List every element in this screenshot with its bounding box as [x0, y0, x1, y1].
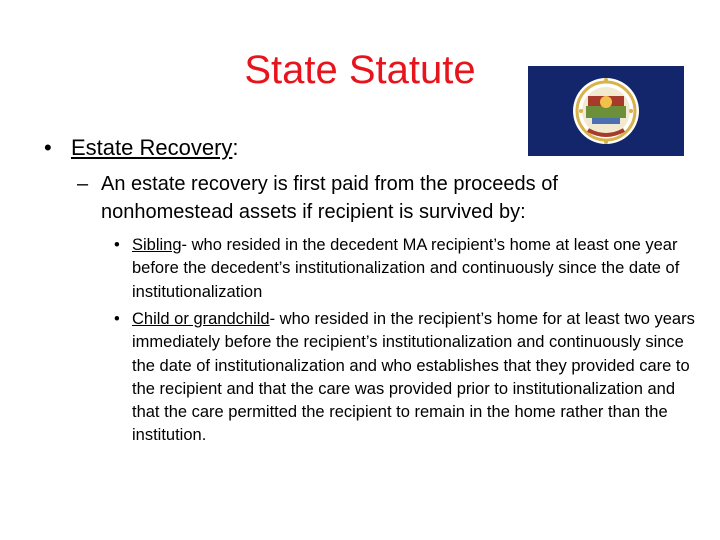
dash-mark: – [77, 173, 89, 195]
bullet-mark: • [114, 236, 120, 254]
state-seal-icon [528, 66, 684, 156]
bullet-mark: • [44, 135, 52, 160]
child-or-grandchild-description: - who resided in the recipient’s home for at least two years immediately before the recipient’s institutionalization and continuously since the date of institutionalization and who establishes that they provided care to the recipient and that the care was provided prior to institutionalization and that the care permitted the recipient to remain in the home rather than the institution. [132, 310, 695, 445]
list-item-text [114, 234, 704, 304]
bullet-estate-recovery [44, 134, 524, 162]
term-sibling: Sibling [132, 236, 182, 254]
list-item-child-or-grandchild [114, 308, 704, 448]
estate-recovery-heading: Estate Recovery [71, 135, 233, 160]
slide-title: State Statute [244, 48, 476, 92]
list-item-sibling [114, 234, 704, 304]
sibling-description: - who resided in the decedent MA recipient’s home at least one year before the decedent’s institutionalization and continuously since the date of institutionalization [132, 236, 680, 301]
term-child-or-grandchild: Child or grandchild [132, 310, 270, 328]
sub-bullet-text: An estate recovery is first paid from the proceeds of nonhomestead assets if recipient is survived by: [101, 173, 558, 223]
minnesota-flag-image [528, 66, 684, 156]
sub-bullet-estate-recovery-paid [77, 170, 677, 226]
bullet-mark: • [114, 310, 120, 328]
list-item-text [114, 308, 704, 448]
heading-suffix: : [232, 135, 239, 160]
